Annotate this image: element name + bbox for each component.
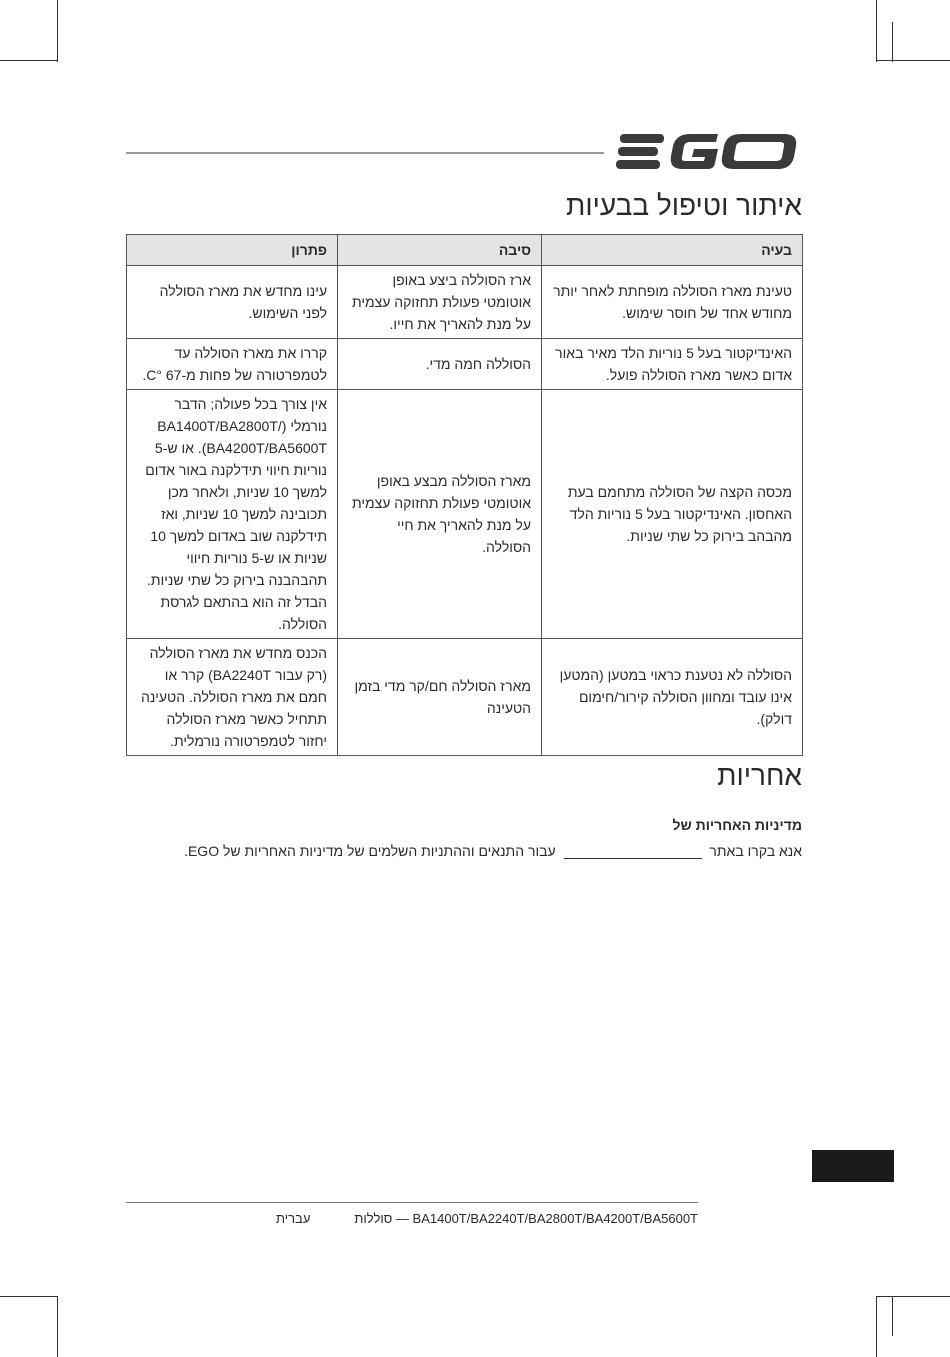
table-row [127,639,803,756]
solution-cell: הכנס מחדש את מארז הסוללה (רק עבור BA2240T) קרר או חמם את מארז הסוללה. הטעינה תתחיל כאשר מארז הסוללה יחזור לטמפרטורה נורמלית. [127,639,338,756]
problem-cell: הסוללה לא נטענת כראוי במטען (המטען אינו עובד ומחוון הסוללה קירור/חימום דולק). [542,639,803,756]
cause-cell: ארז הסוללה ביצע באופן אוטומטי פעולת תחזוקה עצמית על מנת להאריך את חייו. [338,266,542,339]
warranty-title: אחריות [717,760,802,791]
cause-cell: הסוללה חמה מדי. [338,339,542,390]
header-problem: בעיה [542,235,803,266]
crop-mark [892,22,893,62]
cause-cell: מארז הסוללה מבצע באופן אוטומטי פעולת תחזוקה עצמית על מנת להאריך את חיי הסוללה. [338,390,542,639]
crop-mark [876,60,950,61]
warranty-text-after: עבור התנאים וההתניות השלמים של מדיניות האחריות של EGO. [184,843,556,859]
solution-cell: קררו את מארז הסוללה עד לטמפרטורה של פחות מ-C° 67. [127,339,338,390]
blank-line [564,844,702,859]
page-tab-marker [812,1150,894,1182]
cause-cell: מארז הסוללה חם/קר מדי בזמן הטעינה [338,639,542,756]
footer-rule [126,1202,698,1203]
table-row [127,390,803,639]
header-solution: פתרון [127,235,338,266]
warranty-subtitle: מדיניות האחריות של [672,817,802,833]
crop-mark [0,1296,58,1297]
solution-cell: אין צורך בכל פעולה; הדבר נורמלי (/BA1400T/BA2800T BA4200T/BA5600T). או ש-5 נוריות חיווי תידלקנה באור אדום למשך 10 שניות, ולאחר מכן תכובינה למשך 10 שניות, ואז תידלקנה שוב באדום למשך 10 שניות או ש-5 נוריות חיווי תהבהבנה בירוק כל שתי שניות. הבדל זה הוא בהתאם לגרסת הסוללה. [127,390,338,639]
header-rule [126,152,604,154]
warranty-paragraph [184,843,802,859]
crop-mark [892,1296,893,1336]
problem-cell: מכסה הקצה של הסוללה מתחמם בעת האחסון. האינדיקטור בעל 5 נוריות הלד מהבהב בירוק כל שתי שניות. [542,390,803,639]
table-header-row [127,235,803,266]
troubleshooting-title: איתור וטיפול בבעיות [565,190,802,221]
solution-cell: עינו מחדש את מארז הסוללה לפני השימוש. [127,266,338,339]
footer-model: BA1400T/BA2240T/BA2800T/BA4200T/BA5600T — סוללות [354,1211,698,1226]
troubleshooting-table [126,234,803,756]
problem-cell: האינדיקטור בעל 5 נוריות הלד מאיר באור אדום כאשר מארז הסוללה פועל. [542,339,803,390]
table-row [127,339,803,390]
footer-language: עברית [276,1211,311,1226]
problem-cell: טעינת מארז הסוללה מופחתת לאחר יותר מחודש אחד של חוסר שימוש. [542,266,803,339]
crop-mark [876,0,877,62]
crop-mark [0,60,58,61]
ego-logo [614,128,802,174]
warranty-text-before: אנא בקרו באתר [709,843,802,859]
crop-mark [57,1296,58,1357]
table-row [127,266,803,339]
header-cause: סיבה [338,235,542,266]
crop-mark [57,0,58,62]
crop-mark [876,1296,950,1297]
crop-mark [876,1296,877,1357]
